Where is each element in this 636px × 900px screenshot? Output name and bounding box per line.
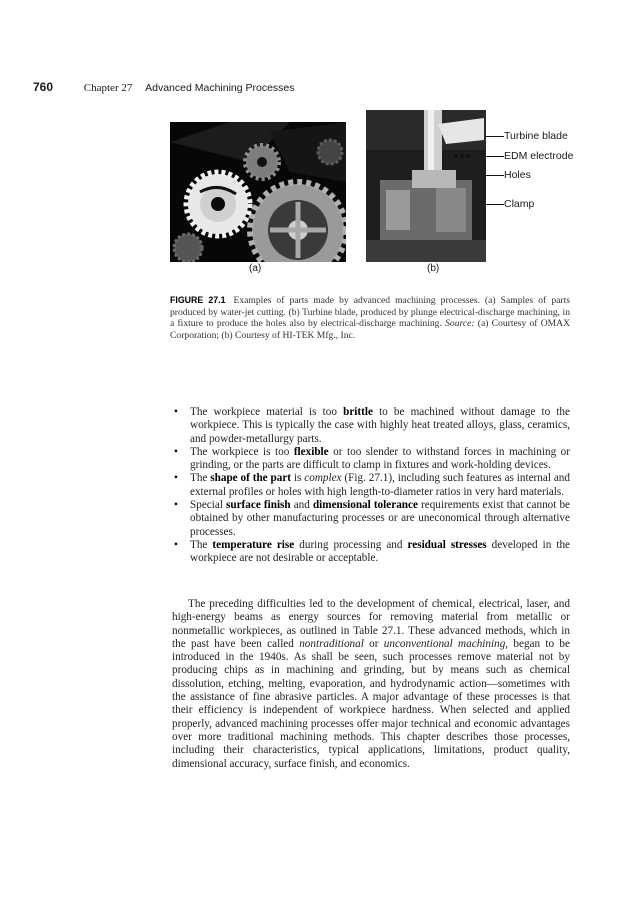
chapter-title: Advanced Machining Processes: [145, 82, 295, 94]
callout-clamp: Clamp: [504, 198, 535, 210]
list-item: • The temperature rise during processing and residual stresses developed in the workpiece are not desirable or acceptable.: [172, 539, 570, 566]
figure-photo-b-turbine-blade-edm: [366, 110, 486, 262]
caption-source-label: Source:: [445, 318, 475, 330]
callout-leader-holes: [486, 175, 504, 176]
callout-leader-turbine-blade: [486, 136, 504, 137]
callout-turbine-blade: Turbine blade: [504, 130, 568, 142]
callout-holes: Holes: [504, 169, 531, 181]
list-item: • Special surface finish and dimensional tolerance requirements exist that cannot be obtained by other manufacturing processes or are uneconomical through alternative processes.: [172, 499, 570, 539]
turbine-blade-fixture-illustration: [366, 110, 486, 262]
holes-shape: [454, 154, 458, 158]
callout-leader-clamp: [486, 204, 504, 205]
list-item: • The workpiece material is too brittle to be machined without damage to the workpiece. This is typically the case with highly heat treated alloys, glass, ceramics, and powder-metallurgy parts.: [172, 406, 570, 446]
waterjet-gears-illustration: [170, 122, 346, 262]
list-item: • The shape of the part is complex (Fig. 27.1), including such features as internal and external profiles or holes with high length-to-diameter ratios in very hard materials.: [172, 472, 570, 499]
body-paragraph: The preceding difficulties led to the development of chemical, electrical, laser, and high-energy beams as energy sources for removing material from metallic or nonmetallic workpieces, as outlined in Table 27.1. These advanced methods, which in the past have been called nontraditional or unconventional machining, began to be introduced in the 1940s. As shall be seen, such processes remove material not by producing chips as in machining and grinding, but by means such as chemical dissolution, etching, melting, evaporation, and hydrodynamic action—sometimes with the assistance of fine abrasive particles. A major advantage of these processes is that their efficiency is independent of workpiece hardness. When selected and applied properly, advanced machining processes offer major technical and economic advantages over more traditional machining methods. This chapter describes those processes, including their characteristics, typical applications, limitations, product quality, dimensional accuracy, surface finish, and economics.: [172, 598, 570, 770]
running-head: [33, 80, 295, 95]
figure-label: FIGURE 27.1: [170, 295, 226, 305]
figure-caption: [170, 295, 570, 342]
sublabel-a: (a): [249, 263, 262, 274]
chapter-label: Chapter 27: [83, 82, 133, 94]
caption-source-text: (a) Courtesy of OMAX Corporation; (b) Courtesy of HI-TEK Mfg., Inc.: [170, 318, 571, 342]
sublabel-b: (b): [427, 263, 440, 274]
callout-edm-electrode: EDM electrode: [504, 150, 574, 162]
caption-text: Examples of parts made by advanced machining processes. (a) Samples of parts produced by water-jet cutting. (b) Turbine blade, produced by plunge electrical-discharge machining, in a fixture to produce the holes also by electrical-discharge machining.: [170, 295, 570, 330]
list-item: • The workpiece is too flexible or too slender to withstand forces in machining or grinding, or the parts are difficult to clamp in fixtures and work-holding devices.: [172, 446, 570, 473]
figure-photo-a-waterjet-parts: [170, 122, 346, 262]
page-number: 760: [33, 80, 54, 94]
conditions-bullet-list: [172, 406, 570, 566]
large-gear-shape: [250, 182, 346, 262]
callout-leader-edm-electrode: [486, 156, 504, 157]
